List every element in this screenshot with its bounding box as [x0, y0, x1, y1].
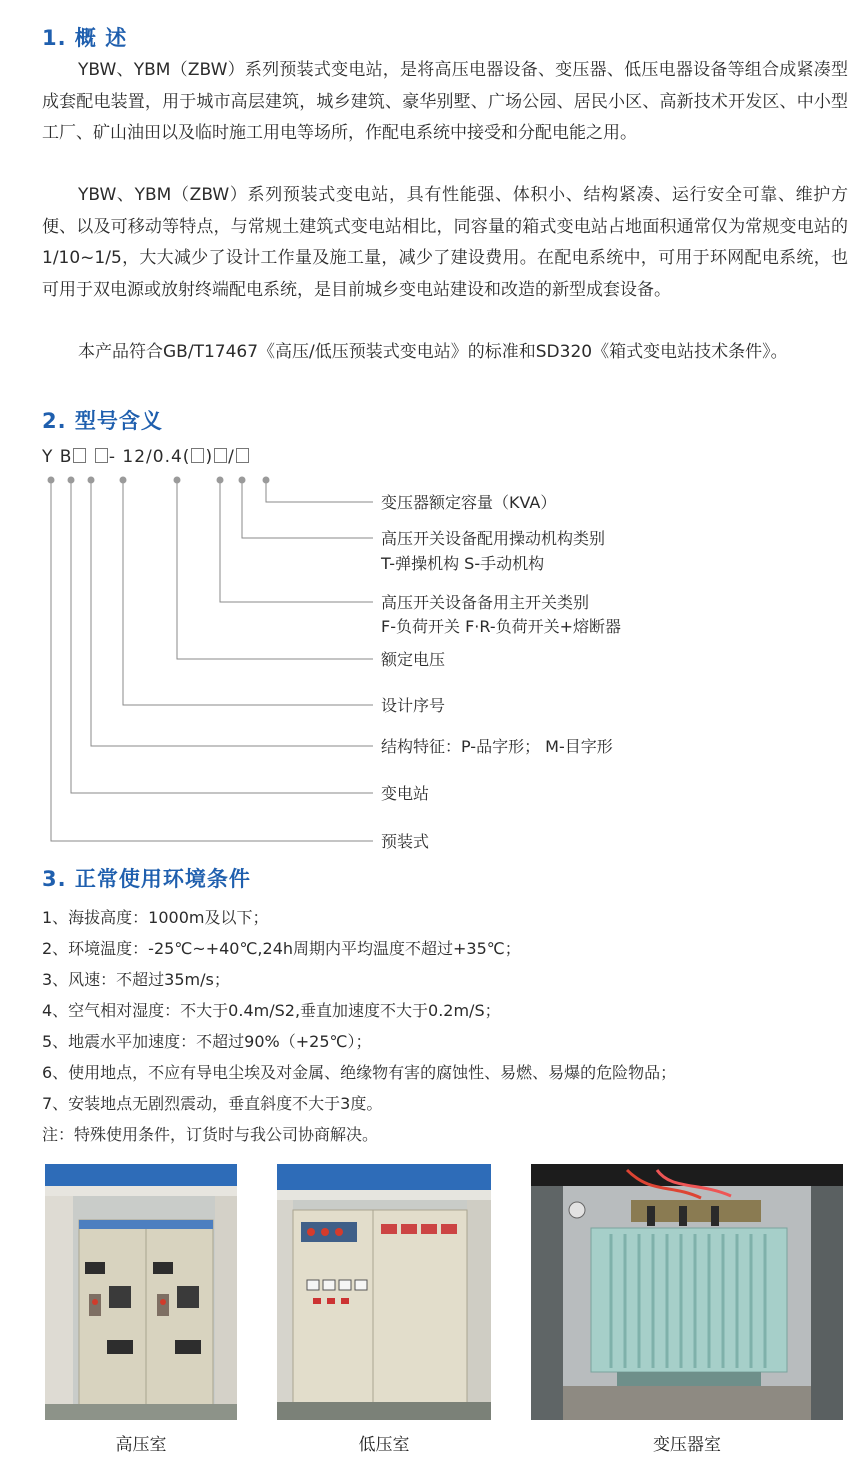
condition-item: 5、地震水平加速度：不超过90%（+25℃）；: [42, 1032, 372, 1051]
dot-main-switch: [217, 477, 224, 484]
code-slash: /: [228, 447, 235, 467]
label-mechanism: 高压开关设备配用操动机构类别: [381, 529, 606, 548]
dot-capacity: [263, 477, 270, 484]
photo-caption-high-voltage: 高压室: [115, 1435, 167, 1455]
dot-design-serial: [120, 477, 127, 484]
label-main-switch-types: F-负荷开关 F·R-负荷开关+熔断器: [381, 617, 622, 636]
line-structure: [91, 480, 373, 746]
high-voltage-room-photo: [45, 1164, 237, 1420]
photo-caption-low-voltage: 低压室: [358, 1435, 410, 1455]
condition-item: 3、风速：不超过35m/s；: [42, 970, 230, 989]
section-title-overview: 1. 概 述: [42, 26, 128, 50]
condition-item: 6、使用地点，不应有导电尘埃及对金属、绝缘物有害的腐蚀性、易燃、易爆的危险物品；: [42, 1063, 677, 1082]
transformer-room-photo: [531, 1164, 843, 1420]
label-rated-voltage: 额定电压: [381, 650, 446, 669]
label-substation: 变电站: [381, 784, 430, 803]
dot-voltage: [174, 477, 181, 484]
line-capacity: [266, 480, 373, 502]
condition-item: 2、环境温度：-25℃~+40℃,24h周期内平均温度不超过+35℃；: [42, 939, 521, 958]
line-voltage: [177, 480, 373, 659]
label-capacity: 变压器额定容量（KVA）: [381, 493, 557, 512]
label-mechanism-types: T-弹操机构 S-手动机构: [381, 554, 545, 573]
label-design-serial: 设计序号: [381, 696, 446, 715]
label-structure: 结构特征：P-品字形； M-目字形: [381, 737, 613, 756]
line-design-serial: [123, 480, 373, 705]
line-mechanism: [242, 480, 373, 538]
low-voltage-room-photo: [277, 1164, 491, 1420]
code-close: ): [205, 447, 214, 467]
overview-paragraph-1: YBW、YBM（ZBW）系列预装式变电站，是将高压电器设备、变压器、低压电器设备等组合成紧凑型成套配电装置，用于城市高层建筑，城乡建筑、豪华别墅、广场公园、居民小区、高新技术开发区、中小型工厂、矿山油田以及临时施工用电等场所，作配电系统中接受和分配电能之用。: [42, 60, 848, 143]
label-prefab: 预装式: [381, 832, 430, 851]
dot-mechanism: [239, 477, 246, 484]
code-y: Y: [42, 447, 54, 467]
dot-substation: [68, 477, 75, 484]
overview-paragraph-3: 本产品符合GB/T17467《高压/低压预装式变电站》的标准和SD320《箱式变电站技术条件》。: [78, 342, 788, 362]
dot-structure: [88, 477, 95, 484]
condition-item: 1、海拔高度：1000m及以下；: [42, 908, 269, 927]
code-voltage: - 12/0.4(: [108, 447, 191, 467]
line-main-switch: [220, 480, 373, 602]
section-title-environment: 3. 正常使用环境条件: [42, 867, 251, 891]
line-prefab: [51, 480, 373, 841]
code-b: B: [59, 447, 73, 467]
photo-caption-transformer: 变压器室: [653, 1435, 721, 1455]
overview-paragraph-2: YBW、YBM（ZBW）系列预装式变电站，具有性能强、体积小、结构紧凑、运行安全可靠、维护方便、以及可移动等特点，与常规土建筑式变电站相比，同容量的箱式变电站占地面积通常仅为常规变电站的1/10~1/5，大大减少了设计工作量及施工量，减少了建设费用。在配电系统中，可用于环网配电系统，也可用于双电源或放射终端配电系统，是目前城乡变电站建设和改造的新型成套设备。: [42, 185, 848, 300]
section-title-model-meaning: 2. 型号含义: [42, 409, 163, 433]
label-main-switch: 高压开关设备备用主开关类别: [381, 593, 590, 612]
condition-item: 7、安装地点无剧烈震动，垂直斜度不大于3度。: [42, 1094, 383, 1113]
condition-note: 注：特殊使用条件，订货时与我公司协商解决。: [42, 1125, 379, 1144]
condition-item: 4、空气相对湿度：不大于0.4m/S2,垂直加速度不大于0.2m/S；: [42, 1001, 501, 1020]
dot-prefab: [48, 477, 55, 484]
